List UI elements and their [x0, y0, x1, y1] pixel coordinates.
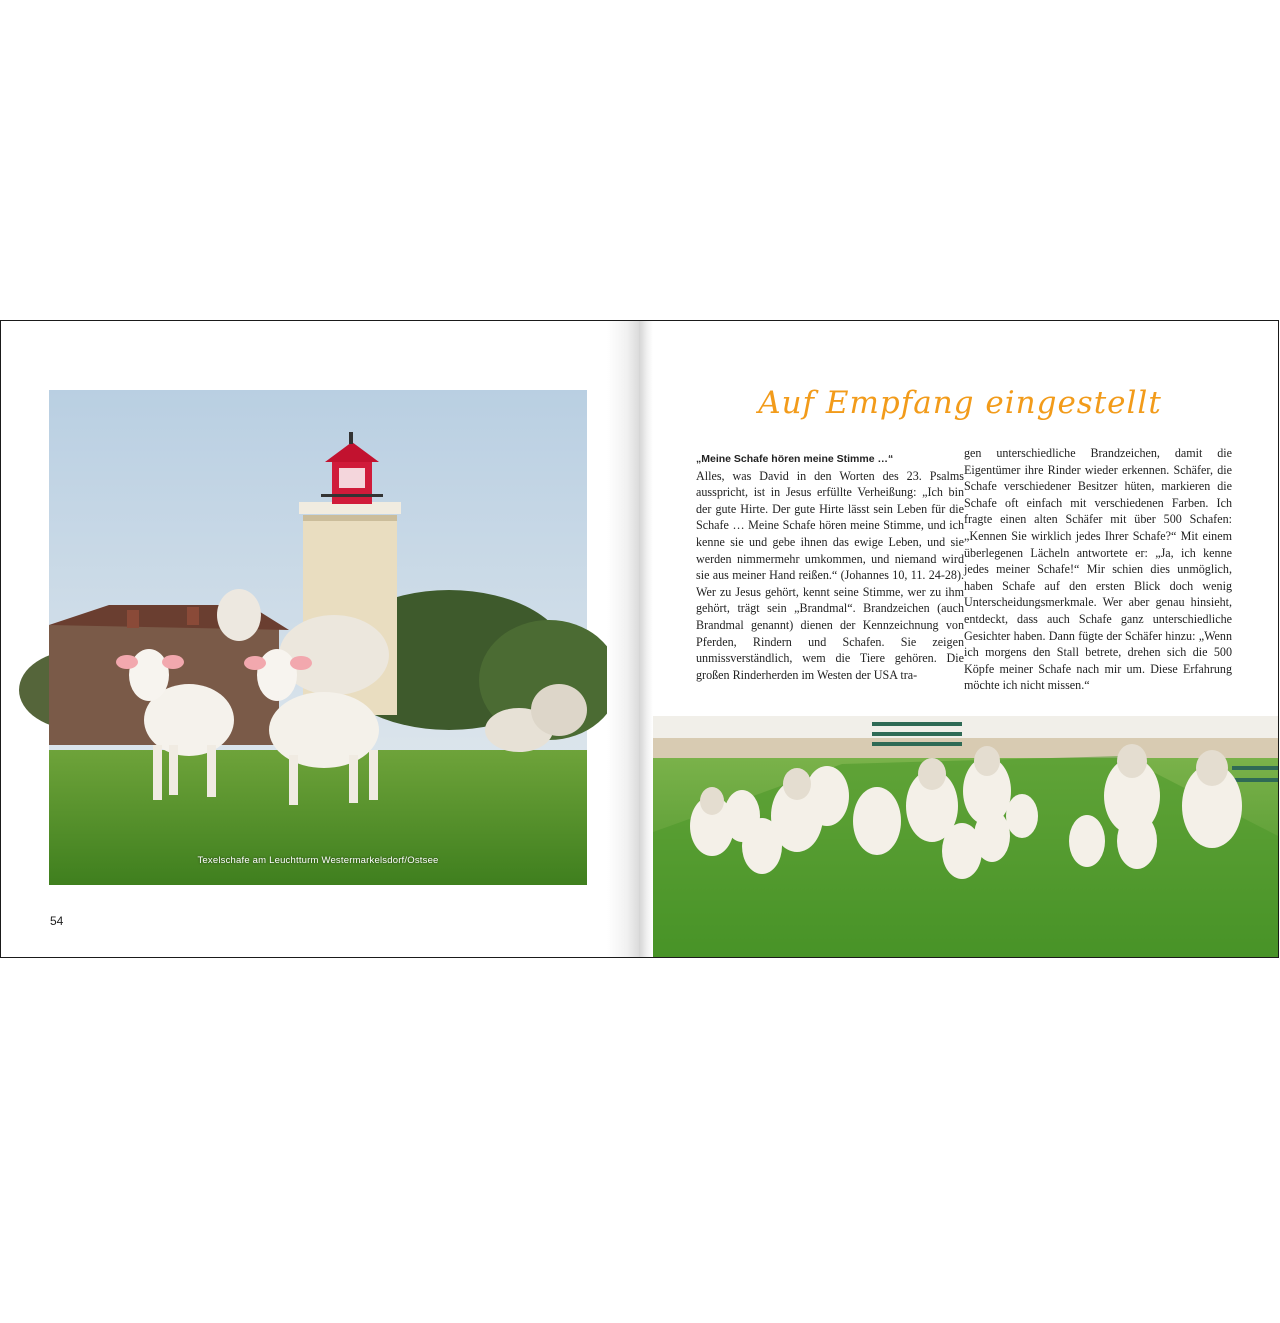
column-one-text: Alles, was David in den Worten des 23. Psalms ausspricht, ist in Jesus erfüllte Verheißung: „Ich bin der gute Hirte. Der gute Hirte lässt sein Leben für die Schafe … Meine Schafe hören meine Stimme, und ich kenne sie und gebe ihnen das ewige Leben, und sie werden nimmermehr umkommen, und niemand wird sie aus meiner Hand reißen.“ (Johannes 10, 11. 24-28). Wer zu Jesus gehört, kennt seine Stimme, wer zu ihm gehört, trägt sein „Brandmal“. Brandzeichen (auch Brandmal genannt) dienen der Kennzeichnung von Pferden, Rindern und Schafen. Sie zeigen unmissverständlich, wem die Tiere gehören. Die großen Rinderherden im Westen der USA tra-	[696, 468, 964, 682]
lighthouse-sheep-photo	[49, 390, 587, 885]
text-column-one	[696, 451, 964, 683]
gutter-shadow-left	[607, 321, 643, 957]
subheading: „Meine Schafe hören meine Stimme …“	[696, 453, 894, 465]
page-number-left: 54	[50, 914, 64, 928]
gutter-shadow-right	[639, 321, 653, 957]
column-two-text: gen unterschiedliche Brandzeichen, damit die Eigentümer ihre Rinder wieder erkennen. Schäfer, die Schafe verschiedener Besitzer hüten, markieren die Schafe oft einfach mit verschiedenen Farben. Ich fragte einen alten Schäfer mit über 500 Schafen: „Kennen Sie wirklich jedes Ihrer Schafe?“ Mit einem überlegenen Lächeln antwortete er: „Ja, ich kenne jedes meiner Schafe!“ Mir schien dies unmöglich, haben Schafe auf den ersten Blick doch wenig Unterscheidungsmerkmale. Wer aber genau hinsieht, entdeckt, dass auch Schafe ganz unterschiedliche Gesichter haben. Dann fügte der Schäfer hinzu: „Wenn ich morgens den Stall betrete, drehen sich die 500 Köpfe meiner Schafe nach mir um. Diese Erfahrung möchte ich nicht missen.“	[964, 446, 1232, 693]
page-number-right: 55	[1238, 1309, 1252, 1323]
book-spread	[0, 320, 1279, 1323]
photo-caption: Texelschafe am Leuchtturm Westermarkelsdorf/Ostsee	[197, 855, 439, 866]
lighthouse-sheep-illustration	[49, 390, 587, 885]
right-page	[642, 321, 1278, 1323]
text-column-two	[964, 445, 1232, 694]
sheep-flock-illustration	[642, 716, 1278, 957]
left-page	[1, 321, 639, 957]
sheep-flock-photo	[642, 716, 1278, 1323]
chapter-title: Auf Empfang eingestellt	[758, 385, 1162, 421]
